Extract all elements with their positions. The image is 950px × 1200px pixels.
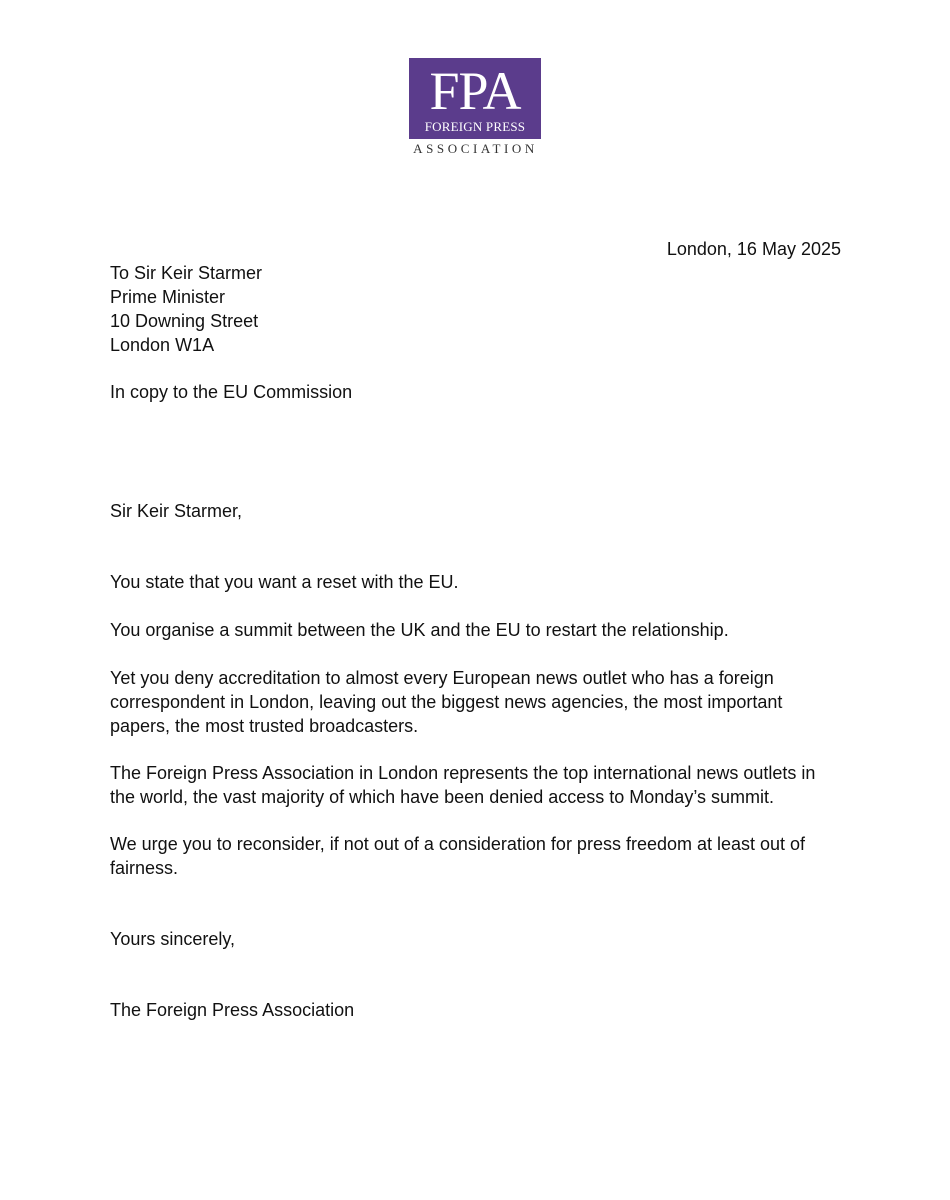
address-line: 10 Downing Street <box>110 311 259 331</box>
paragraph: We urge you to reconsider, if not out of a consideration for press freedom at least out of fairness. <box>110 834 806 878</box>
paragraph: You organise a summit between the UK and the EU to restart the relationship. <box>110 620 729 640</box>
signature: The Foreign Press Association <box>110 1000 355 1020</box>
paragraph: You state that you want a reset with the EU. <box>110 572 459 592</box>
fpa-logo <box>409 58 542 157</box>
paragraph: The Foreign Press Association in London represents the top international news outlets in the world, the vast majority of which have been denied access to Monday’s summit. <box>110 763 816 807</box>
logo-association: ASSOCIATION <box>413 141 538 156</box>
address-line: Prime Minister <box>110 287 226 307</box>
paragraph: Yet you deny accreditation to almost every European news outlet who has a foreign correspondent in London, leaving out the biggest news agencies, the most important papers, the most trusted broadcasters. <box>110 668 783 736</box>
logo-foreign-press: FOREIGN PRESS <box>424 119 526 134</box>
logo-mark: FPA <box>429 61 521 121</box>
copy-to: In copy to the EU Commission <box>110 382 353 402</box>
letter-date: London, 16 May 2025 <box>666 239 841 259</box>
logo-box <box>409 58 541 139</box>
address-line: To Sir Keir Starmer <box>110 263 263 283</box>
address-line: London W1A <box>110 335 215 355</box>
closing: Yours sincerely, <box>110 929 236 949</box>
salutation: Sir Keir Starmer, <box>110 501 243 521</box>
